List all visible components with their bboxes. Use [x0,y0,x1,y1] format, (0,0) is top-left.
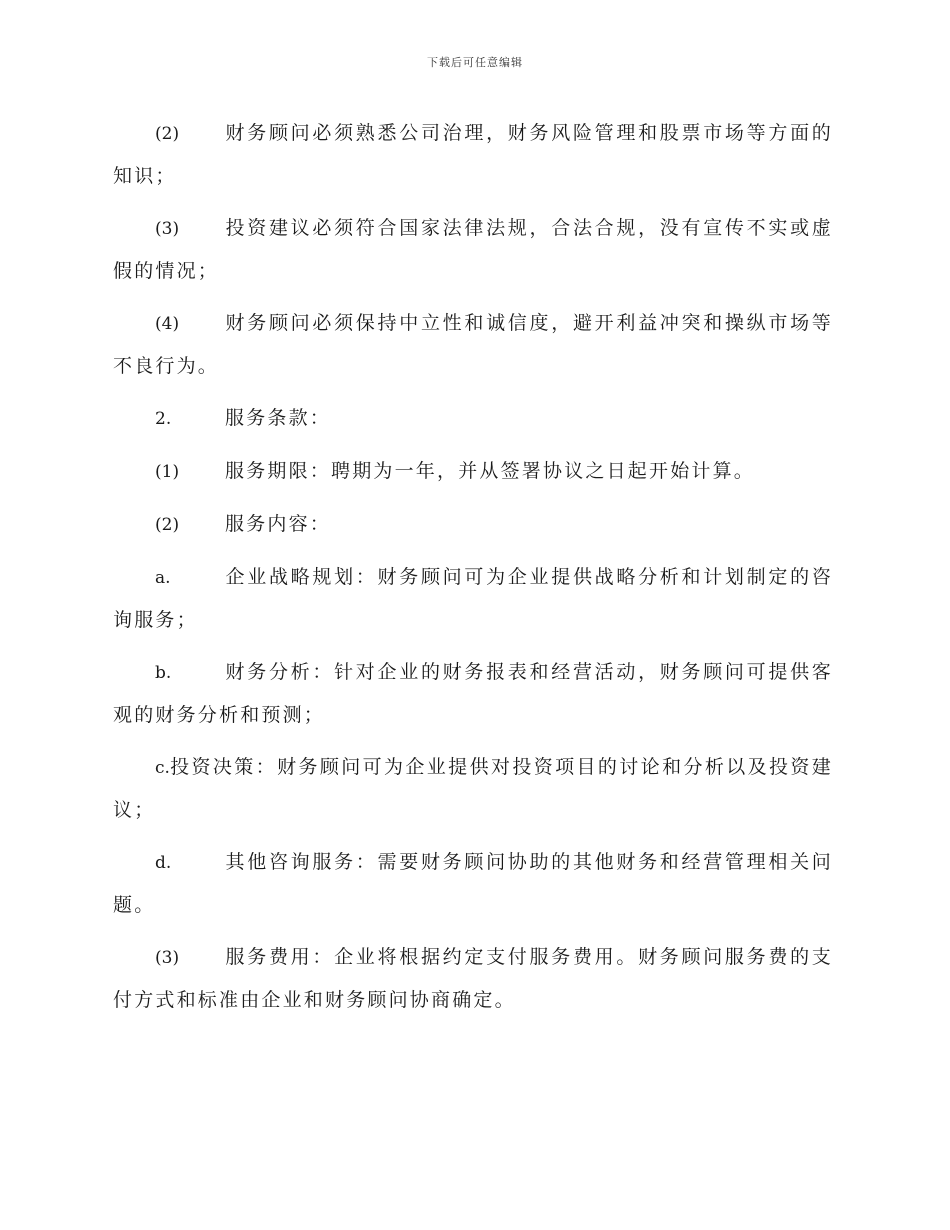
paragraph [113,841,833,926]
paragraph [113,651,833,736]
item-label: (4) [155,314,180,334]
item-label: (2) [155,124,180,144]
paragraph [113,450,833,493]
item-label: a. [155,568,171,588]
paragraph-text: 服务条款： [225,407,332,429]
paragraph-text: 服务期限：聘期为一年，并从签署协议之日起开始计算。 [225,460,756,482]
item-label: (3) [155,219,180,239]
paragraph-text: 投资决策：财务顾问可为企业提供对投资项目的讨论和分析以及投资建议； [113,756,833,821]
page-header: 下载后可任意编辑 [427,56,523,69]
paragraph-text: 服务内容： [225,513,332,535]
paragraph [113,397,833,440]
item-label: d. [155,853,172,873]
paragraph-text: 财务分析：针对企业的财务报表和经营活动，财务顾问可提供客观的财务分析和预测； [113,661,833,726]
item-label: 2. [155,409,172,429]
paragraph [113,746,833,831]
paragraph [113,302,833,387]
document-body [113,112,833,1031]
paragraph-text: 其他咨询服务：需要财务顾问协助的其他财务和经营管理相关问题。 [113,851,833,916]
paragraph [113,936,833,1021]
item-label: (3) [155,948,180,968]
paragraph [113,112,833,197]
paragraph-text: 企业战略规划：财务顾问可为企业提供战略分析和计划制定的咨询服务； [113,566,833,631]
paragraph-text: 服务费用：企业将根据约定支付服务费用。财务顾问服务费的支付方式和标准由企业和财务顾问协商确定。 [113,946,833,1011]
paragraph [113,207,833,292]
paragraph [113,503,833,546]
paragraph-text: 财务顾问必须熟悉公司治理，财务风险管理和股票市场等方面的知识； [113,122,833,187]
paragraph-text: 投资建议必须符合国家法律法规，合法合规，没有宣传不实或虚假的情况； [113,217,833,282]
paragraph-text: 财务顾问必须保持中立性和诚信度，避开利益冲突和操纵市场等不良行为。 [113,312,833,377]
item-label: c. [155,758,170,778]
item-label: (2) [155,515,180,535]
paragraph [113,556,833,641]
item-label: b. [155,663,172,683]
item-label: (1) [155,462,180,482]
